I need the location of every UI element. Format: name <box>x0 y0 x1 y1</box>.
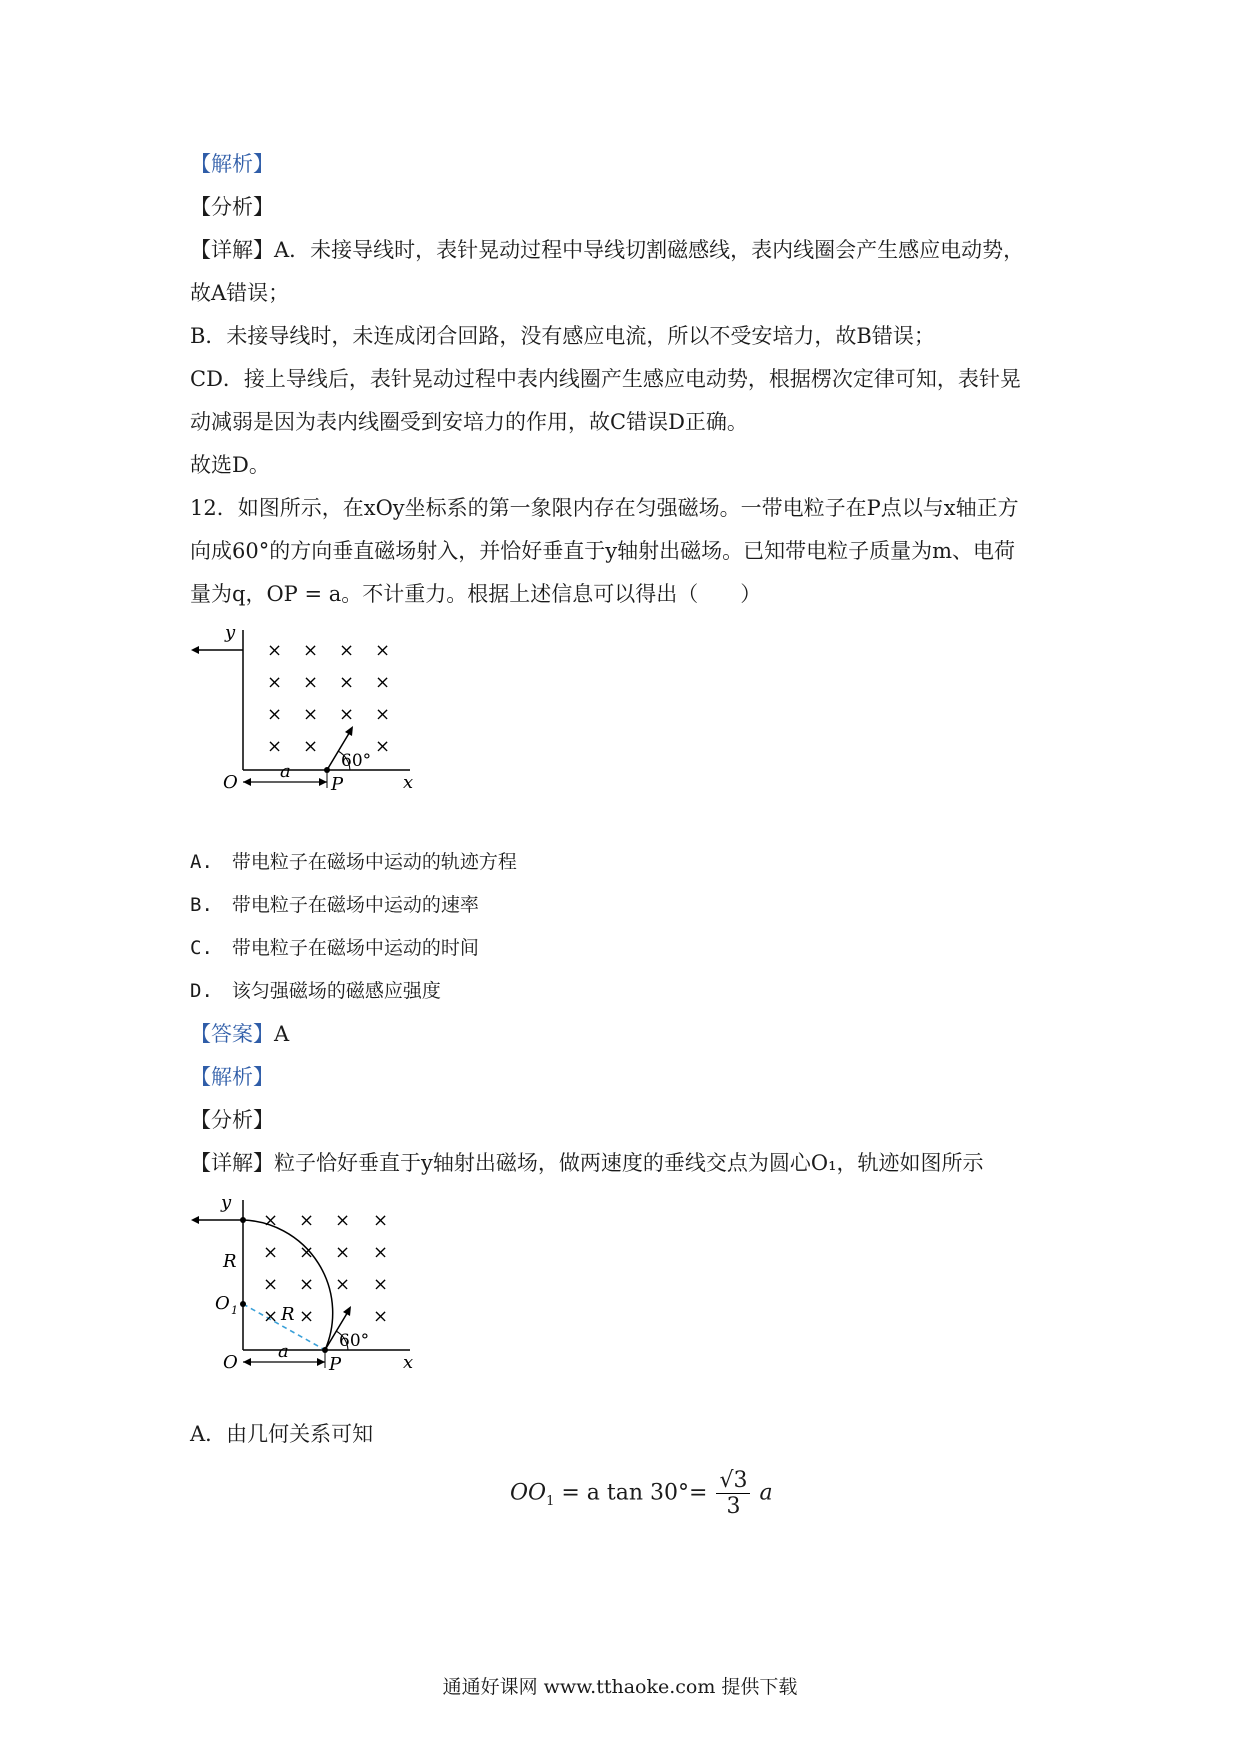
option-c: C. 带电粒子在磁场中运动的时间 <box>190 937 479 959</box>
field-cross: × <box>335 1274 351 1295</box>
formula-lhs: OO <box>510 1480 547 1506</box>
radius-label: R <box>281 1304 295 1325</box>
angle-label: 60° <box>341 751 372 771</box>
field-cross: × <box>373 1242 389 1263</box>
field-cross: × <box>373 1306 389 1327</box>
detail-text: 故A错误； <box>190 281 290 305</box>
question-text: 12．如图所示，在xOy坐标系的第一象限内存在匀强磁场。一带电粒子在P点以与x轴正方 <box>190 496 1019 520</box>
field-cross: × <box>299 1306 315 1327</box>
point-label: P <box>331 774 344 795</box>
field-cross: × <box>375 704 391 725</box>
field-cross: × <box>303 736 319 757</box>
section-heading-analysis: 【解析】 <box>190 152 274 176</box>
field-cross: × <box>335 1210 351 1231</box>
field-cross: × <box>375 736 391 757</box>
detail-text: CD．接上导线后，表针晃动过程中表内线圈产生感应电动势，根据楞次定律可知，表针晃 <box>190 367 1021 391</box>
center-label-subscript: 1 <box>231 1304 238 1317</box>
field-cross: × <box>335 1242 351 1263</box>
detail-text: 【详解】A．未接导线时，表针晃动过程中导线切割磁感线，表内线圈会产生感应电动势， <box>190 238 1025 262</box>
field-cross: × <box>299 1274 315 1295</box>
length-label: a <box>280 761 291 782</box>
point-label: P <box>329 1354 342 1375</box>
conclusion-text: 故选D。 <box>190 453 270 477</box>
detail-text: 【详解】粒子恰好垂直于y轴射出磁场，做两速度的垂线交点为圆心O₁，轨迹如图所示 <box>190 1151 984 1175</box>
option-a: A. 带电粒子在磁场中运动的轨迹方程 <box>190 851 517 873</box>
field-cross: × <box>267 736 283 757</box>
field-cross: × <box>299 1242 315 1263</box>
option-d: D. 该匀强磁场的磁感应强度 <box>190 980 441 1002</box>
question-figure <box>185 620 425 800</box>
field-cross: × <box>267 704 283 725</box>
field-cross: × <box>303 672 319 693</box>
formula <box>510 1468 773 1519</box>
section-heading-breakdown: 【分析】 <box>190 1108 274 1132</box>
y-axis-label: y <box>225 622 236 643</box>
formula-subscript: 1 <box>546 1493 555 1509</box>
length-label: a <box>278 1341 289 1362</box>
center-label: O <box>215 1293 230 1314</box>
field-cross: × <box>263 1242 279 1263</box>
field-cross: × <box>339 640 355 661</box>
radius-label: R <box>223 1251 237 1272</box>
detail-text: A．由几何关系可知 <box>190 1422 374 1446</box>
field-cross: × <box>303 704 319 725</box>
y-axis-label: y <box>221 1192 232 1213</box>
field-cross: × <box>373 1274 389 1295</box>
question-text: 向成60°的方向垂直磁场射入，并恰好垂直于y轴射出磁场。已知带电粒子质量为m、电荷 <box>190 539 1015 563</box>
fraction-numerator: √3 <box>716 1468 750 1494</box>
field-cross: × <box>303 640 319 661</box>
field-cross: × <box>263 1306 279 1327</box>
fraction-denominator: 3 <box>726 1494 741 1519</box>
field-cross: × <box>267 640 283 661</box>
field-cross: × <box>267 672 283 693</box>
origin-label: O <box>223 772 238 793</box>
x-axis-label: x <box>403 1352 414 1373</box>
answer-text: 【答案】A <box>190 1022 290 1046</box>
section-heading-breakdown: 【分析】 <box>190 195 274 219</box>
field-cross: × <box>375 640 391 661</box>
field-cross: × <box>299 1210 315 1231</box>
field-cross: × <box>263 1274 279 1295</box>
field-cross: × <box>339 704 355 725</box>
formula-fraction <box>716 1468 750 1519</box>
x-axis-label: x <box>403 772 414 793</box>
option-b: B. 带电粒子在磁场中运动的速率 <box>190 894 479 916</box>
field-cross: × <box>375 672 391 693</box>
question-text: 量为q，OP = a。不计重力。根据上述信息可以得出（ ） <box>190 582 762 606</box>
page-footer: 通通好课网 www.tthaoke.com 提供下载 <box>442 1676 798 1698</box>
origin-label: O <box>223 1352 238 1373</box>
formula-rhs: a <box>759 1480 773 1506</box>
detail-text: 动减弱是因为表内线圈受到安培力的作用，故C错误D正确。 <box>190 410 748 434</box>
formula-middle: = a tan 30°= <box>561 1480 708 1506</box>
solution-figure <box>185 1192 425 1377</box>
detail-text: B．未接导线时，未连成闭合回路，没有感应电流，所以不受安培力，故B错误； <box>190 324 935 348</box>
section-heading-analysis: 【解析】 <box>190 1065 274 1089</box>
angle-label: 60° <box>339 1331 370 1351</box>
field-cross: × <box>373 1210 389 1231</box>
field-cross: × <box>263 1210 279 1231</box>
field-cross: × <box>339 672 355 693</box>
